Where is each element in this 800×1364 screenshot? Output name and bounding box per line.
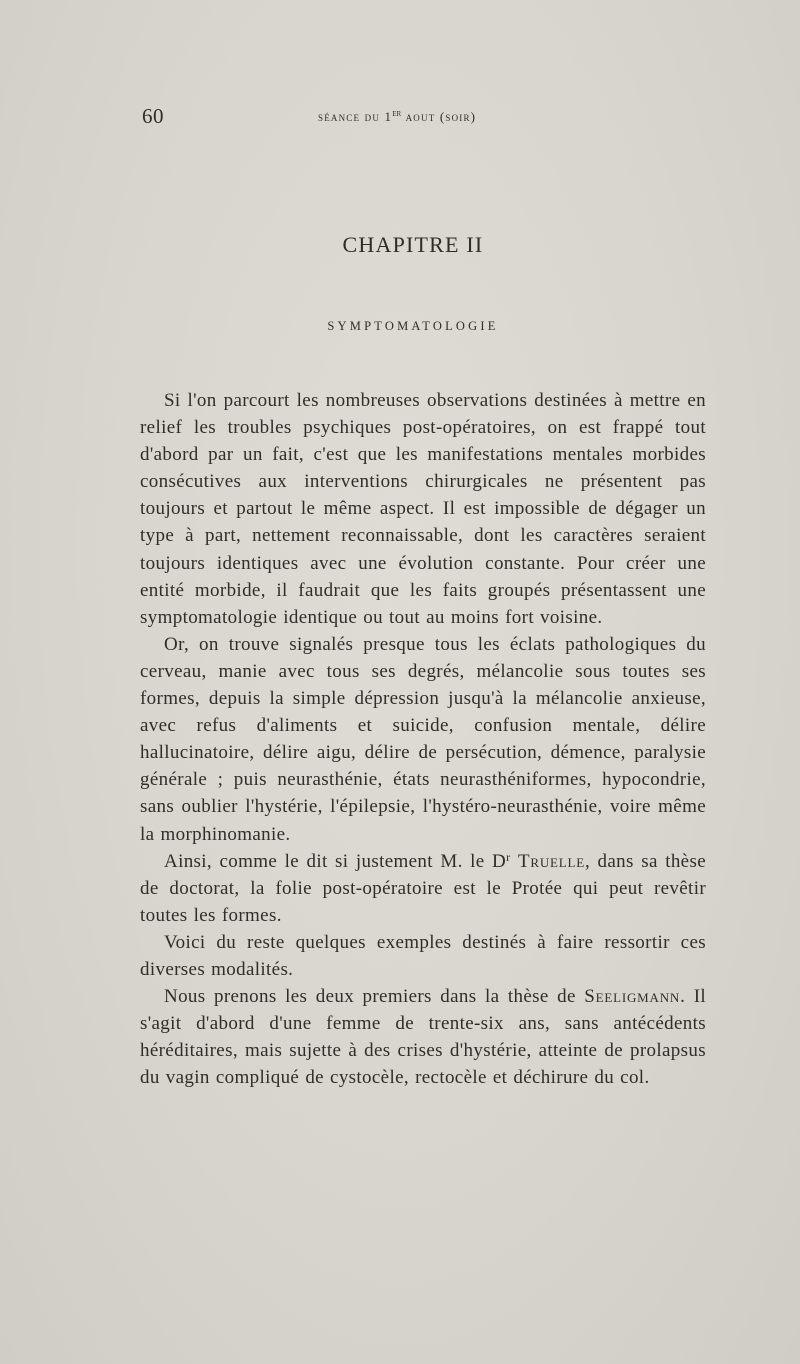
paragraph-2: Or, on trouve signalés presque tous les éclats pathologiques du cerveau, manie avec tous ses degrés, mélancolie sous toutes ses formes, depuis la simple dépression jusqu'à la mélancolie anxieuse, avec refus d'aliments et suicide, confusion mentale, délire hallucinatoire, délire aigu, délire de persécution, démence, paralysie générale ; puis neurasthénie, états neurasthéniformes, hypocondrie, sans oublier l'hystérie, l'épilepsie, l'hystéro-neurasthénie, voire même la morphinomanie.	[140, 633, 706, 845]
running-head-title-pre: séance du 1	[318, 109, 393, 124]
running-head-title	[318, 108, 476, 125]
author-name-seeligmann: Seeligmann	[584, 986, 681, 1008]
chapter-title: CHAPITRE II	[342, 232, 484, 257]
running-head-title-sup: er	[392, 108, 402, 119]
paragraph-5	[140, 983, 706, 1091]
section-title: SYMPTOMATOLOGIE	[327, 319, 499, 333]
page-number: 60	[142, 104, 164, 128]
paragraph-4: Voici du reste quelques exemples destinés à faire ressortir ces diverses modalités.	[140, 931, 706, 980]
paragraph-3-pre: Ainsi, comme le dit si justement M. le D	[164, 850, 507, 872]
paragraph-3-post: , dans sa thèse de doctorat, la folie post-opératoire est le Protée qui peut revêtir toutes les formes.	[140, 850, 706, 926]
running-head-title-post: aout (soir)	[401, 109, 477, 124]
paragraph-3	[140, 848, 706, 929]
paragraph-1: Si l'on parcourt les nombreuses observations destinées à mettre en relief les troubles psychiques post-opératoires, on est frappé tout d'abord par un fait, c'est que les manifestations mentales morbides consécutives aux interventions chirurgicales ne présentent pas toujours et partout le même aspect. Il est impossible de dégager un type à part, nettement reconnaissable, dont les caractères seraient toujours identiques avec une évolution constante. Pour créer une entité morbide, il faudrait que les faits groupés présentassent une symptomatologie identique ou tout au moins fort voisine.	[140, 390, 706, 628]
body-text	[140, 387, 706, 1091]
author-name-truelle: Truelle	[517, 850, 585, 872]
running-head	[142, 104, 662, 134]
paragraph-5-post: . Il s'agit d'abord d'une femme de trente-six ans, sans antécédents héréditaires, mais sujette à des crises d'hystérie, atteinte de prolapsus du vagin compliqué de cystocèle, rectocèle et déchirure du col.	[140, 986, 706, 1089]
paragraph-3-sup: r	[506, 849, 511, 864]
paragraph-5-pre: Nous prenons les deux premiers dans la thèse de	[164, 986, 585, 1008]
